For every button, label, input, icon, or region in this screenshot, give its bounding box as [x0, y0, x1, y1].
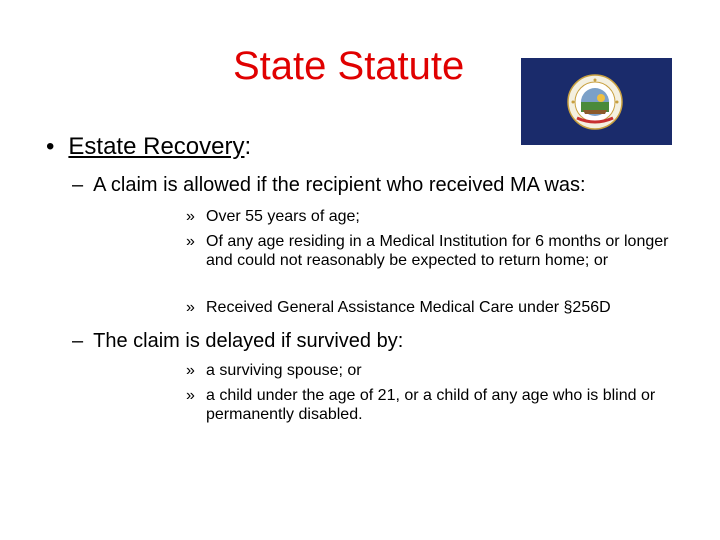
- bullet-estate-recovery: [46, 133, 251, 161]
- item-text: Of any age residing in a Medical Institution for 6 months or longer and could not reasonably be expected to return home; or: [206, 233, 669, 269]
- item-text: a surviving spouse; or: [206, 362, 362, 379]
- item-text: Received General Assistance Medical Care under §256D: [206, 299, 611, 316]
- item-text: Over 55 years of age;: [206, 208, 360, 225]
- estate-recovery-term: Estate Recovery: [68, 133, 245, 160]
- list-item: [186, 232, 676, 270]
- list-item: [186, 361, 706, 380]
- sub-bullet-marker: –: [72, 330, 84, 352]
- sub-bullet-text: The claim is delayed if survived by:: [93, 330, 404, 352]
- item-marker: »: [186, 208, 195, 225]
- sub-bullet-claim-allowed: [72, 174, 586, 197]
- list-item: [186, 207, 706, 226]
- list-item: [186, 386, 696, 424]
- item-text: a child under the age of 21, or a child of any age who is blind or permanently disabled.: [206, 387, 656, 423]
- state-seal-icon: [567, 74, 623, 130]
- minnesota-flag-icon: [521, 58, 672, 145]
- bullet-marker: •: [46, 133, 55, 160]
- slide-title: State Statute: [233, 44, 465, 88]
- sub-bullet-text: A claim is allowed if the recipient who received MA was:: [93, 174, 586, 196]
- sub-bullet-marker: –: [72, 174, 84, 196]
- sub-bullet-claim-delayed: [72, 330, 403, 353]
- item-marker: »: [186, 299, 195, 316]
- list-item: [186, 298, 706, 317]
- item-marker: »: [186, 387, 195, 404]
- item-marker: »: [186, 362, 195, 379]
- item-marker: »: [186, 233, 195, 250]
- bullet-suffix: :: [244, 133, 252, 160]
